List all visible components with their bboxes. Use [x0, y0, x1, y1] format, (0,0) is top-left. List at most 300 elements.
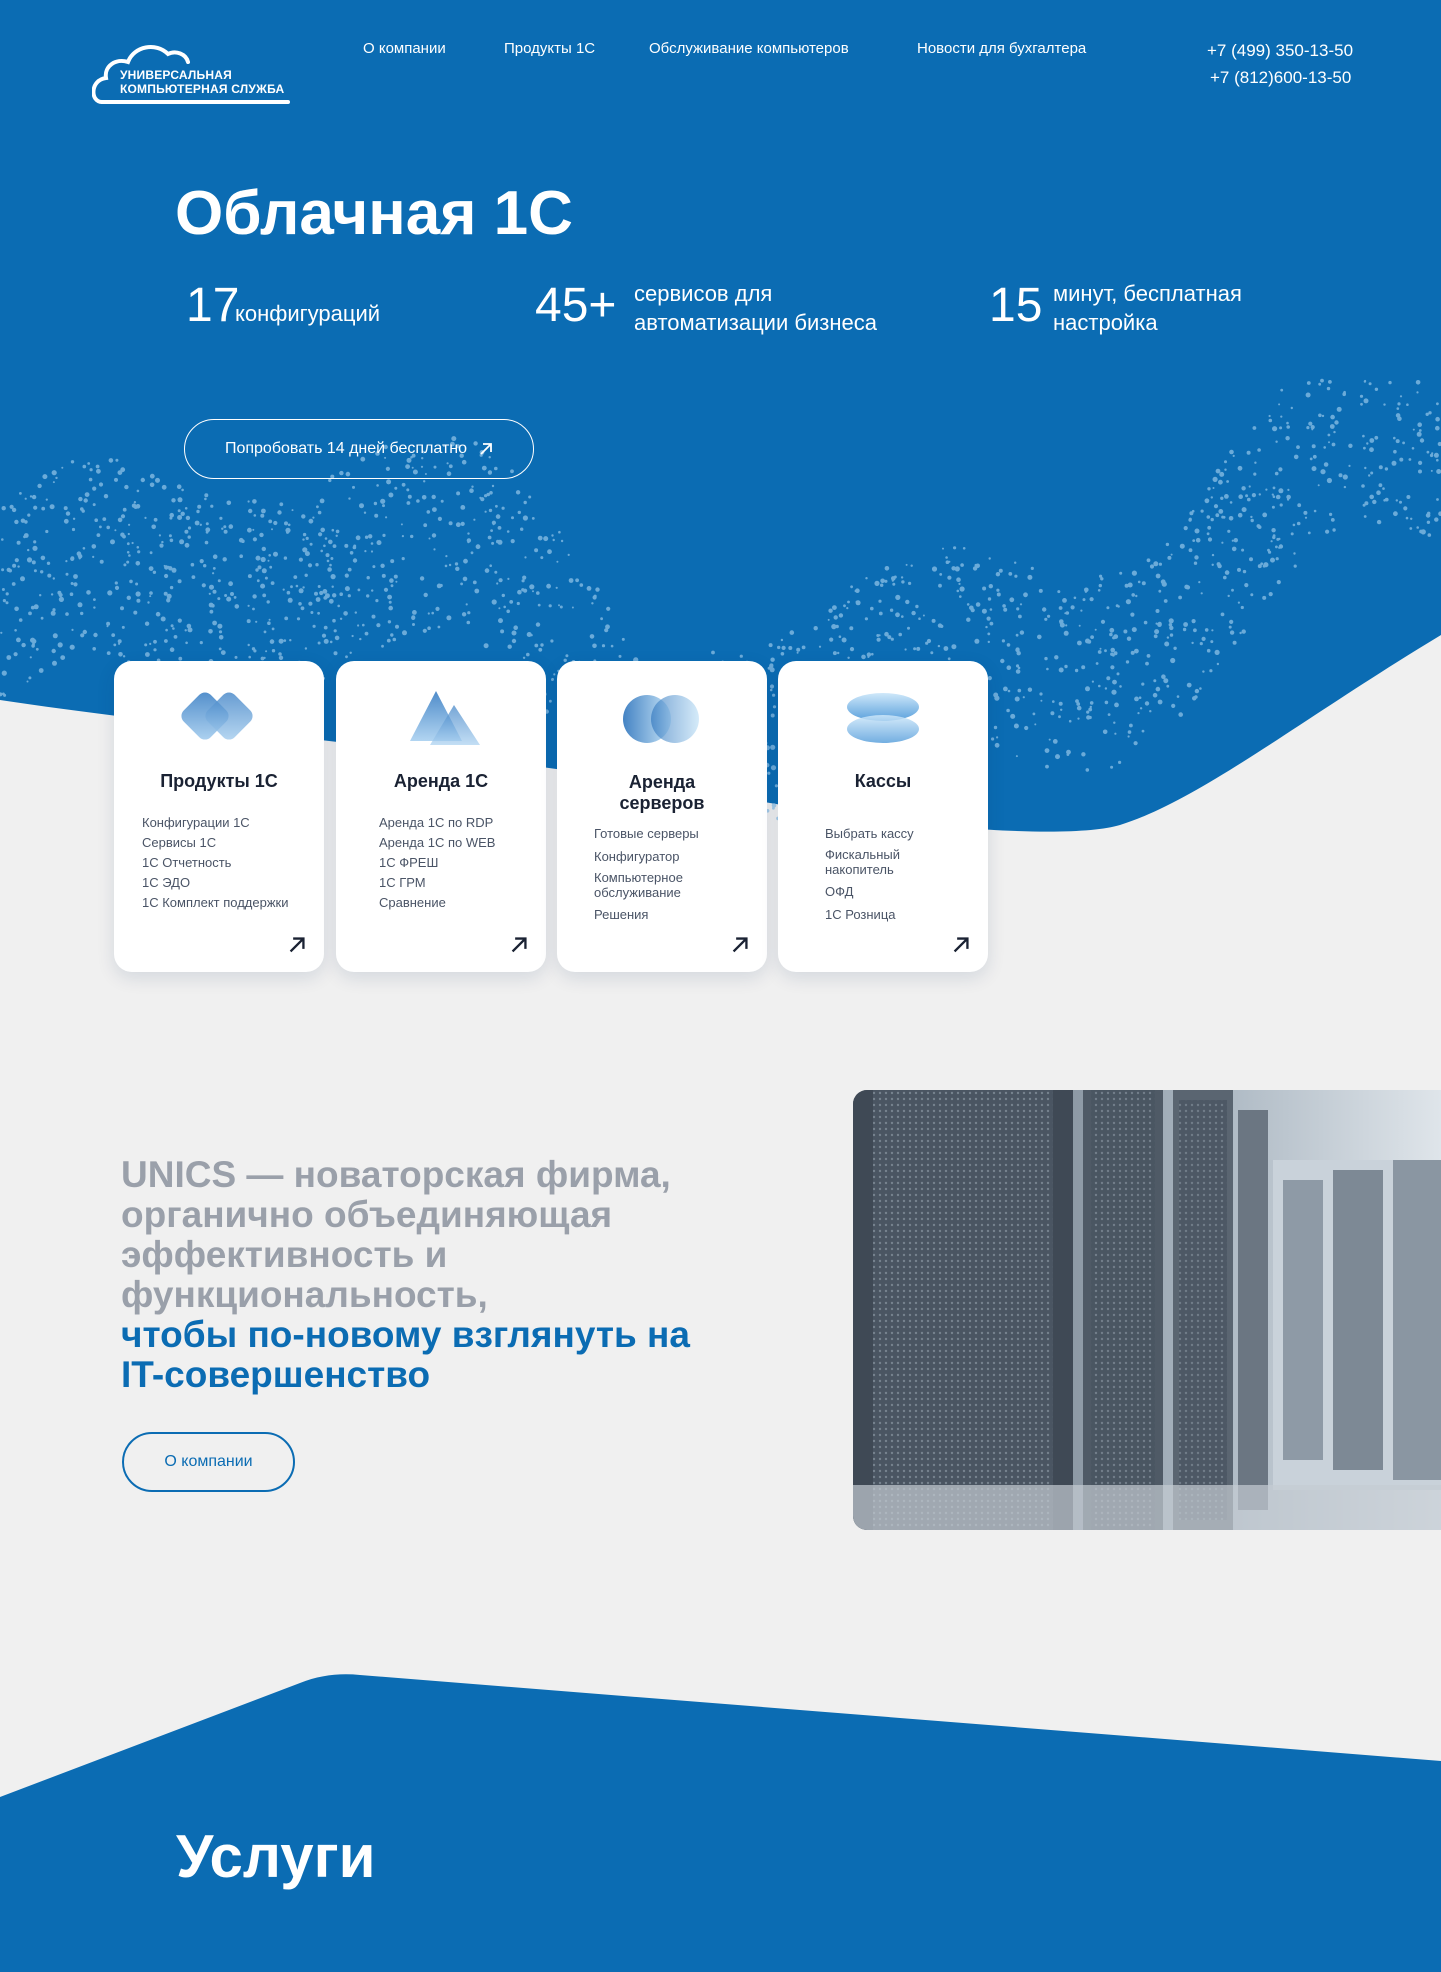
decor-dot	[310, 611, 313, 614]
decor-dot	[53, 481, 55, 483]
decor-dot	[1050, 711, 1054, 715]
decor-dot	[322, 634, 326, 638]
decor-dot	[324, 626, 328, 630]
decor-dot	[32, 639, 37, 644]
decor-dot	[12, 564, 16, 568]
phone-spb[interactable]: +7 (812)600-13-50	[1210, 68, 1352, 87]
card-rent-1c[interactable]	[336, 661, 546, 972]
decor-dot	[1039, 589, 1043, 593]
decor-dot	[352, 486, 355, 489]
decor-dot	[1348, 465, 1350, 467]
decor-dot	[1202, 637, 1206, 641]
decor-dot	[318, 642, 321, 645]
decor-dot	[867, 656, 869, 658]
decor-dot	[1085, 686, 1090, 691]
decor-dot	[1277, 580, 1281, 584]
decor-dot	[1233, 641, 1237, 645]
decor-dot	[1211, 629, 1213, 631]
decor-dot	[771, 765, 776, 770]
decor-dot	[508, 645, 512, 649]
decor-dot	[410, 535, 413, 538]
decor-dot	[202, 583, 206, 587]
decor-dot	[221, 528, 223, 530]
decor-dot	[391, 584, 394, 587]
decor-dot	[248, 509, 252, 513]
decor-dot	[118, 643, 120, 645]
decor-dot	[1109, 633, 1113, 637]
decor-dot	[1238, 602, 1240, 604]
decor-dot	[1219, 472, 1224, 477]
decor-dot	[1276, 557, 1279, 560]
decor-dot	[575, 578, 579, 582]
decor-dot	[895, 612, 900, 617]
card-link[interactable]: 1С Комплект поддержки	[142, 895, 289, 910]
decor-dot	[796, 648, 800, 652]
decor-dot	[1286, 495, 1291, 500]
decor-dot	[1131, 593, 1135, 597]
decor-dot	[268, 554, 271, 557]
card-links	[142, 813, 289, 913]
decor-dot	[880, 584, 883, 587]
decor-dot	[1399, 458, 1403, 462]
decor-dot	[1064, 631, 1069, 636]
card-link[interactable]: ОФД	[825, 884, 854, 899]
decor-dot	[947, 576, 951, 580]
card-link[interactable]: 1С Розница	[825, 907, 896, 922]
decor-dot	[330, 641, 333, 644]
decor-dot	[512, 639, 516, 643]
decor-dot	[1278, 547, 1280, 549]
decor-dot	[386, 479, 391, 484]
decor-dot	[1178, 712, 1183, 717]
decor-dot	[323, 589, 328, 594]
decor-dot	[181, 489, 184, 492]
decor-dot	[1259, 493, 1261, 495]
decor-dot	[953, 546, 956, 549]
free-trial-button[interactable]	[184, 419, 534, 479]
decor-dot	[1080, 610, 1082, 612]
decor-dot	[512, 631, 517, 636]
card-link[interactable]: Аренда 1С по WEB	[379, 835, 496, 850]
decor-dot	[915, 605, 918, 608]
decor-dot	[1153, 693, 1158, 698]
card-link[interactable]: Аренда 1С по RDP	[379, 815, 494, 830]
card-link[interactable]: Готовые серверы	[594, 826, 699, 841]
decor-dot	[1059, 702, 1063, 706]
nav-accountant-news[interactable]: Новости для бухгалтера	[917, 40, 1087, 57]
decor-dot	[1364, 515, 1367, 518]
decor-dot	[1156, 574, 1161, 579]
decor-dot	[1003, 687, 1008, 692]
decor-dot	[34, 569, 37, 572]
decor-dot	[127, 551, 130, 554]
decor-dot	[412, 610, 417, 615]
decor-dot	[1104, 649, 1107, 652]
decor-dot	[996, 589, 999, 592]
decor-dot	[97, 533, 101, 537]
decor-dot	[906, 564, 908, 566]
decor-dot	[34, 604, 39, 609]
decor-dot	[416, 499, 420, 503]
decor-dot	[890, 609, 893, 612]
decor-dot	[1189, 511, 1193, 515]
decor-dot	[1291, 532, 1294, 535]
decor-dot	[880, 579, 885, 584]
decor-dot	[1014, 724, 1019, 729]
decor-dot	[32, 546, 37, 551]
decor-dot	[1286, 422, 1289, 425]
decor-dot	[590, 634, 595, 639]
card-link[interactable]: Фискальный	[825, 847, 900, 862]
decor-dot	[711, 651, 715, 655]
decor-dot	[32, 560, 36, 564]
decor-dot	[942, 548, 944, 550]
decor-dot	[974, 639, 979, 644]
decor-dot	[318, 585, 321, 588]
decor-dot	[239, 538, 244, 543]
decor-dot	[1376, 490, 1381, 495]
decor-dot	[1171, 704, 1175, 708]
card-link[interactable]: накопитель	[825, 862, 894, 877]
card-link[interactable]: обслуживание	[594, 885, 681, 900]
decor-dot	[1017, 651, 1021, 655]
decor-dot	[110, 539, 115, 544]
decor-dot	[1134, 697, 1139, 702]
decor-dot	[402, 483, 406, 487]
decor-dot	[435, 607, 439, 611]
decor-dot	[901, 615, 904, 618]
decor-dot	[7, 568, 11, 572]
card-link[interactable]: 1С Отчетность	[142, 855, 232, 870]
decor-dot	[1286, 425, 1290, 429]
arrow-up-right-icon[interactable]	[731, 936, 749, 954]
decor-dot	[1275, 441, 1277, 443]
decor-dot	[1059, 668, 1064, 673]
decor-dot	[568, 554, 570, 556]
decor-dot	[210, 610, 214, 614]
decor-dot	[1431, 470, 1433, 472]
decor-dot	[511, 539, 515, 543]
card-links	[825, 824, 914, 925]
decor-dot	[1008, 690, 1011, 693]
decor-dot	[260, 584, 265, 589]
decor-dot	[1201, 510, 1204, 513]
decor-dot	[940, 625, 943, 628]
decor-dot	[967, 603, 970, 606]
decor-dot	[1194, 695, 1198, 699]
decor-dot	[1164, 599, 1168, 603]
decor-dot	[496, 582, 498, 584]
decor-dot	[561, 540, 563, 542]
about-heading	[121, 1155, 761, 1395]
decor-dot	[604, 628, 608, 632]
decor-dot	[1111, 690, 1116, 695]
decor-dot	[1167, 556, 1171, 560]
decor-dot	[772, 807, 775, 810]
decor-dot	[149, 591, 153, 595]
decor-dot	[149, 643, 151, 645]
decor-dot	[114, 529, 116, 531]
decor-dot	[956, 577, 961, 582]
decor-dot	[374, 514, 378, 518]
decor-dot	[129, 580, 133, 584]
card-link[interactable]: Конфигуратор	[594, 849, 680, 864]
decor-dot	[1312, 466, 1317, 471]
decor-dot	[1096, 662, 1099, 665]
decor-dot	[144, 517, 146, 519]
decor-dot	[1161, 579, 1166, 584]
decor-dot	[424, 593, 428, 597]
decor-dot	[355, 611, 357, 613]
decor-dot	[1366, 442, 1368, 444]
card-cash-registers[interactable]	[778, 661, 988, 972]
decor-dot	[325, 537, 328, 540]
decor-dot	[357, 624, 359, 626]
decor-dot	[1329, 513, 1332, 516]
decor-dot	[332, 619, 336, 623]
decor-dot	[471, 551, 474, 554]
decor-dot	[1435, 417, 1440, 422]
decor-dot	[78, 497, 82, 501]
decor-dot	[120, 533, 124, 537]
decor-dot	[1147, 654, 1151, 658]
decor-dot	[1183, 628, 1186, 631]
logo[interactable]	[92, 40, 292, 110]
decor-dot	[187, 624, 192, 629]
decor-dot	[1134, 741, 1138, 745]
decor-dot	[1031, 567, 1034, 570]
decor-dot	[1436, 459, 1439, 462]
decor-dot	[1252, 493, 1256, 497]
decor-dot	[1006, 709, 1010, 713]
decor-dot	[595, 587, 599, 591]
decor-dot	[254, 514, 257, 517]
decor-dot	[115, 581, 118, 584]
decor-dot	[1377, 520, 1381, 524]
decor-dot	[1016, 634, 1019, 637]
decor-dot	[1098, 685, 1101, 688]
decor-dot	[298, 602, 302, 606]
decor-dot	[296, 585, 299, 588]
decor-dot	[498, 618, 503, 623]
decor-dot	[923, 615, 925, 617]
card-link[interactable]: Конфигурации 1С	[142, 815, 250, 830]
decor-dot	[1363, 447, 1366, 450]
decor-dot	[312, 517, 314, 519]
decor-dot	[1207, 526, 1211, 530]
decor-dot	[408, 495, 412, 499]
decor-dot	[337, 605, 340, 608]
card-link[interactable]: Выбрать кассу	[825, 826, 914, 841]
decor-dot	[1402, 442, 1405, 445]
decor-dot	[1144, 621, 1148, 625]
decor-dot	[33, 540, 36, 543]
decor-dot	[1224, 494, 1229, 499]
decor-dot	[1291, 407, 1293, 409]
decor-dot	[6, 601, 9, 604]
decor-dot	[1393, 511, 1398, 516]
decor-dot	[938, 645, 940, 647]
decor-dot	[1403, 506, 1407, 510]
decor-dot	[310, 543, 313, 546]
decor-dot	[1020, 630, 1024, 634]
decor-dot	[556, 561, 558, 563]
decor-dot	[99, 482, 103, 486]
decor-dot	[846, 607, 848, 609]
decor-dot	[1412, 447, 1415, 450]
decor-dot	[389, 578, 394, 583]
decor-dot	[1088, 708, 1092, 712]
decor-dot	[989, 584, 993, 588]
decor-dot	[192, 575, 196, 579]
decor-dot	[290, 585, 293, 588]
decor-dot	[1278, 403, 1280, 405]
decor-dot	[150, 483, 155, 488]
decor-dot	[206, 522, 209, 525]
decor-dot	[1239, 632, 1241, 634]
decor-dot	[1066, 611, 1070, 615]
decor-dot	[19, 618, 23, 622]
card-title-line2: серверов	[619, 793, 705, 813]
decor-dot	[381, 645, 384, 648]
decor-dot	[1218, 480, 1223, 485]
decor-dot	[209, 593, 211, 595]
decor-dot	[1016, 647, 1020, 651]
arrow-up-right-icon[interactable]	[952, 936, 970, 954]
decor-dot	[261, 557, 266, 562]
about-company-button[interactable]: О компании	[122, 1432, 295, 1492]
arrow-up-right-icon[interactable]	[288, 936, 306, 954]
card-link[interactable]: Сервисы 1С	[142, 835, 217, 850]
card-link[interactable]: 1С ГРМ	[379, 875, 426, 890]
decor-dot	[268, 520, 272, 524]
decor-dot	[191, 563, 195, 567]
decor-dot	[1166, 543, 1169, 546]
decor-dot	[520, 528, 523, 531]
decor-dot	[916, 647, 920, 651]
decor-dot	[1238, 513, 1243, 518]
decor-dot	[1090, 706, 1092, 708]
decor-dot	[339, 592, 343, 596]
decor-dot	[248, 574, 252, 578]
decor-dot	[14, 520, 18, 524]
decor-dot	[485, 511, 487, 513]
decor-dot	[234, 596, 237, 599]
card-link[interactable]: Компьютерное	[594, 870, 683, 885]
card-link[interactable]: Сравнение	[379, 895, 446, 910]
decor-dot	[1241, 486, 1245, 490]
decor-dot	[1268, 551, 1271, 554]
decor-dot	[252, 608, 255, 611]
decor-dot	[1105, 687, 1107, 689]
decor-dot	[21, 643, 25, 647]
decor-dot	[1192, 619, 1196, 623]
decor-dot	[551, 534, 553, 536]
decor-dot	[1270, 558, 1275, 563]
card-server-rent[interactable]	[557, 661, 767, 972]
decor-dot	[960, 563, 964, 567]
card-link[interactable]: 1С ФРЕШ	[379, 855, 439, 870]
decor-dot	[1337, 407, 1342, 412]
decor-dot	[64, 506, 68, 510]
decor-dot	[1311, 428, 1313, 430]
card-products-1c[interactable]	[114, 661, 324, 972]
decor-dot	[100, 560, 104, 564]
decor-dot	[433, 548, 435, 550]
card-title: Продукты 1С	[160, 771, 278, 791]
decor-dot	[1095, 629, 1097, 631]
decor-dot	[235, 604, 240, 609]
card-link[interactable]: 1С ЭДО	[142, 875, 191, 890]
decor-dot	[14, 652, 18, 656]
decor-dot	[1320, 469, 1325, 474]
decor-dot	[1205, 628, 1209, 632]
decor-dot	[1221, 542, 1223, 544]
decor-dot	[390, 559, 394, 563]
decor-dot	[1251, 519, 1254, 522]
decor-dot	[1369, 447, 1374, 452]
decor-dot	[1278, 488, 1283, 493]
decor-dot	[303, 533, 306, 536]
decor-dot	[1383, 403, 1385, 405]
decor-dot	[1272, 426, 1277, 431]
decor-dot	[1223, 576, 1227, 580]
decor-dot	[1147, 558, 1151, 562]
decor-dot	[1413, 429, 1415, 431]
decor-dot	[467, 621, 471, 625]
decor-dot	[1330, 415, 1335, 420]
decor-dot	[1374, 436, 1378, 440]
nav-about[interactable]: О компании	[363, 40, 446, 57]
decor-dot	[359, 503, 364, 508]
decor-dot	[1271, 528, 1275, 532]
decor-dot	[1178, 596, 1182, 600]
decor-dot	[15, 558, 19, 562]
phone-moscow[interactable]: +7 (499) 350-13-50	[1207, 41, 1354, 60]
decor-dot	[107, 651, 111, 655]
decor-dot	[1045, 748, 1050, 753]
decor-dot	[115, 586, 119, 590]
decor-dot	[1128, 735, 1130, 737]
decor-dot	[467, 532, 469, 534]
decor-dot	[814, 626, 818, 630]
arrow-up-right-icon[interactable]	[510, 936, 528, 954]
decor-dot	[1293, 552, 1295, 554]
decor-dot	[913, 647, 916, 650]
nav-computer-service[interactable]: Обслуживание компьютеров	[649, 40, 849, 57]
decor-dot	[1393, 437, 1396, 440]
decor-dot	[387, 639, 391, 643]
decor-dot	[1238, 494, 1243, 499]
nav-products[interactable]: Продукты 1С	[504, 40, 596, 57]
decor-dot	[71, 556, 75, 560]
decor-dot	[126, 561, 129, 564]
decor-dot	[456, 491, 460, 495]
decor-dot	[1014, 575, 1017, 578]
decor-dot	[256, 556, 261, 561]
decor-dot	[1226, 480, 1229, 483]
decor-dot	[120, 606, 124, 610]
decor-dot	[210, 505, 213, 508]
decor-dot	[455, 562, 458, 565]
about-grey-line: UNICS — новаторская фирма,	[121, 1154, 671, 1195]
decor-dot	[390, 633, 393, 636]
decor-dot	[522, 576, 526, 580]
decor-dot	[1230, 501, 1233, 504]
decor-dot	[1426, 413, 1429, 416]
decor-dot	[536, 622, 540, 626]
card-link[interactable]: Решения	[594, 907, 649, 922]
